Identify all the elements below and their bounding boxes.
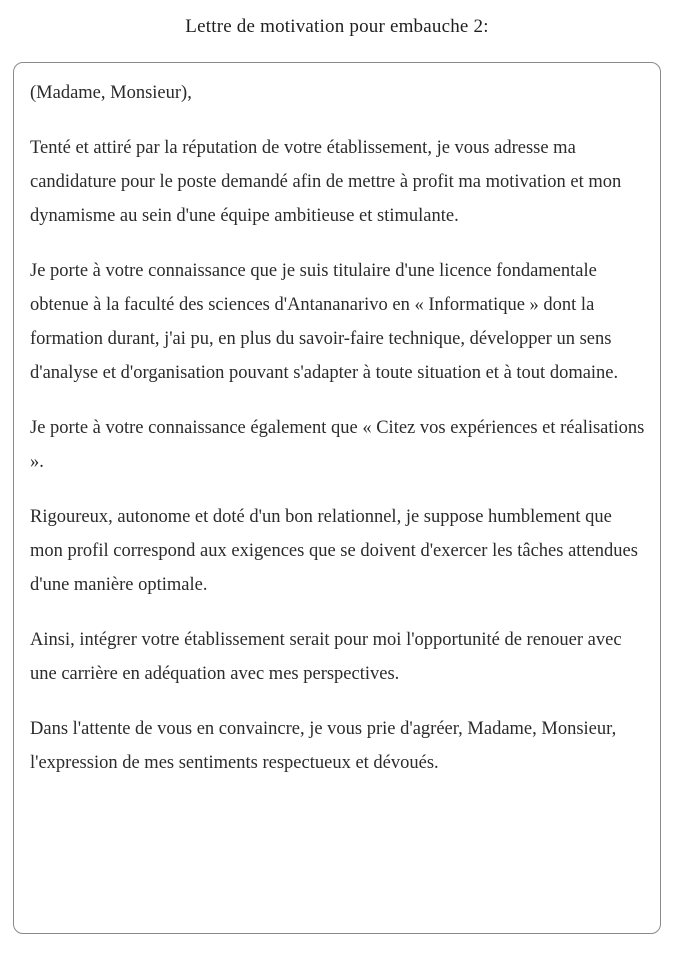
- letter-paragraph-3: Je porte à votre connaissance également que « Citez vos expériences et réalisations ».: [30, 418, 645, 472]
- letter-body-box: [13, 62, 661, 934]
- letter-paragraph-4: Rigoureux, autonome et doté d'un bon relationnel, je suppose humblement que mon profil correspond aux exigences que se doivent d'exercer les tâches attendues d'une manière optimale.: [30, 507, 638, 595]
- letter-salutation: (Madame, Monsieur),: [30, 83, 192, 103]
- letter-closing: Dans l'attente de vous en convaincre, je vous prie d'agréer, Madame, Monsieur, l'expression de mes sentiments respectueux et dévoués.: [30, 719, 617, 773]
- letter-paragraph-1: Tenté et attiré par la réputation de votre établissement, je vous adresse ma candidature pour le poste demandé afin de mettre à profit ma motivation et mon dynamisme au sein d'une équipe ambitieuse et stimulante.: [30, 138, 622, 226]
- page-title: Lettre de motivation pour embauche 2:: [185, 16, 489, 37]
- letter-paragraph-2: Je porte à votre connaissance que je suis titulaire d'une licence fondamentale obtenue à la faculté des sciences d'Antananarivo en « Informatique » dont la formation durant, j'ai pu, en plus du savoir-faire technique, développer un sens d'analyse et d'organisation pouvant s'adapter à toute situation et à tout domaine.: [30, 261, 619, 383]
- letter-paragraph-5: Ainsi, intégrer votre établissement serait pour moi l'opportunité de renouer avec une carrière en adéquation avec mes perspectives.: [30, 630, 622, 684]
